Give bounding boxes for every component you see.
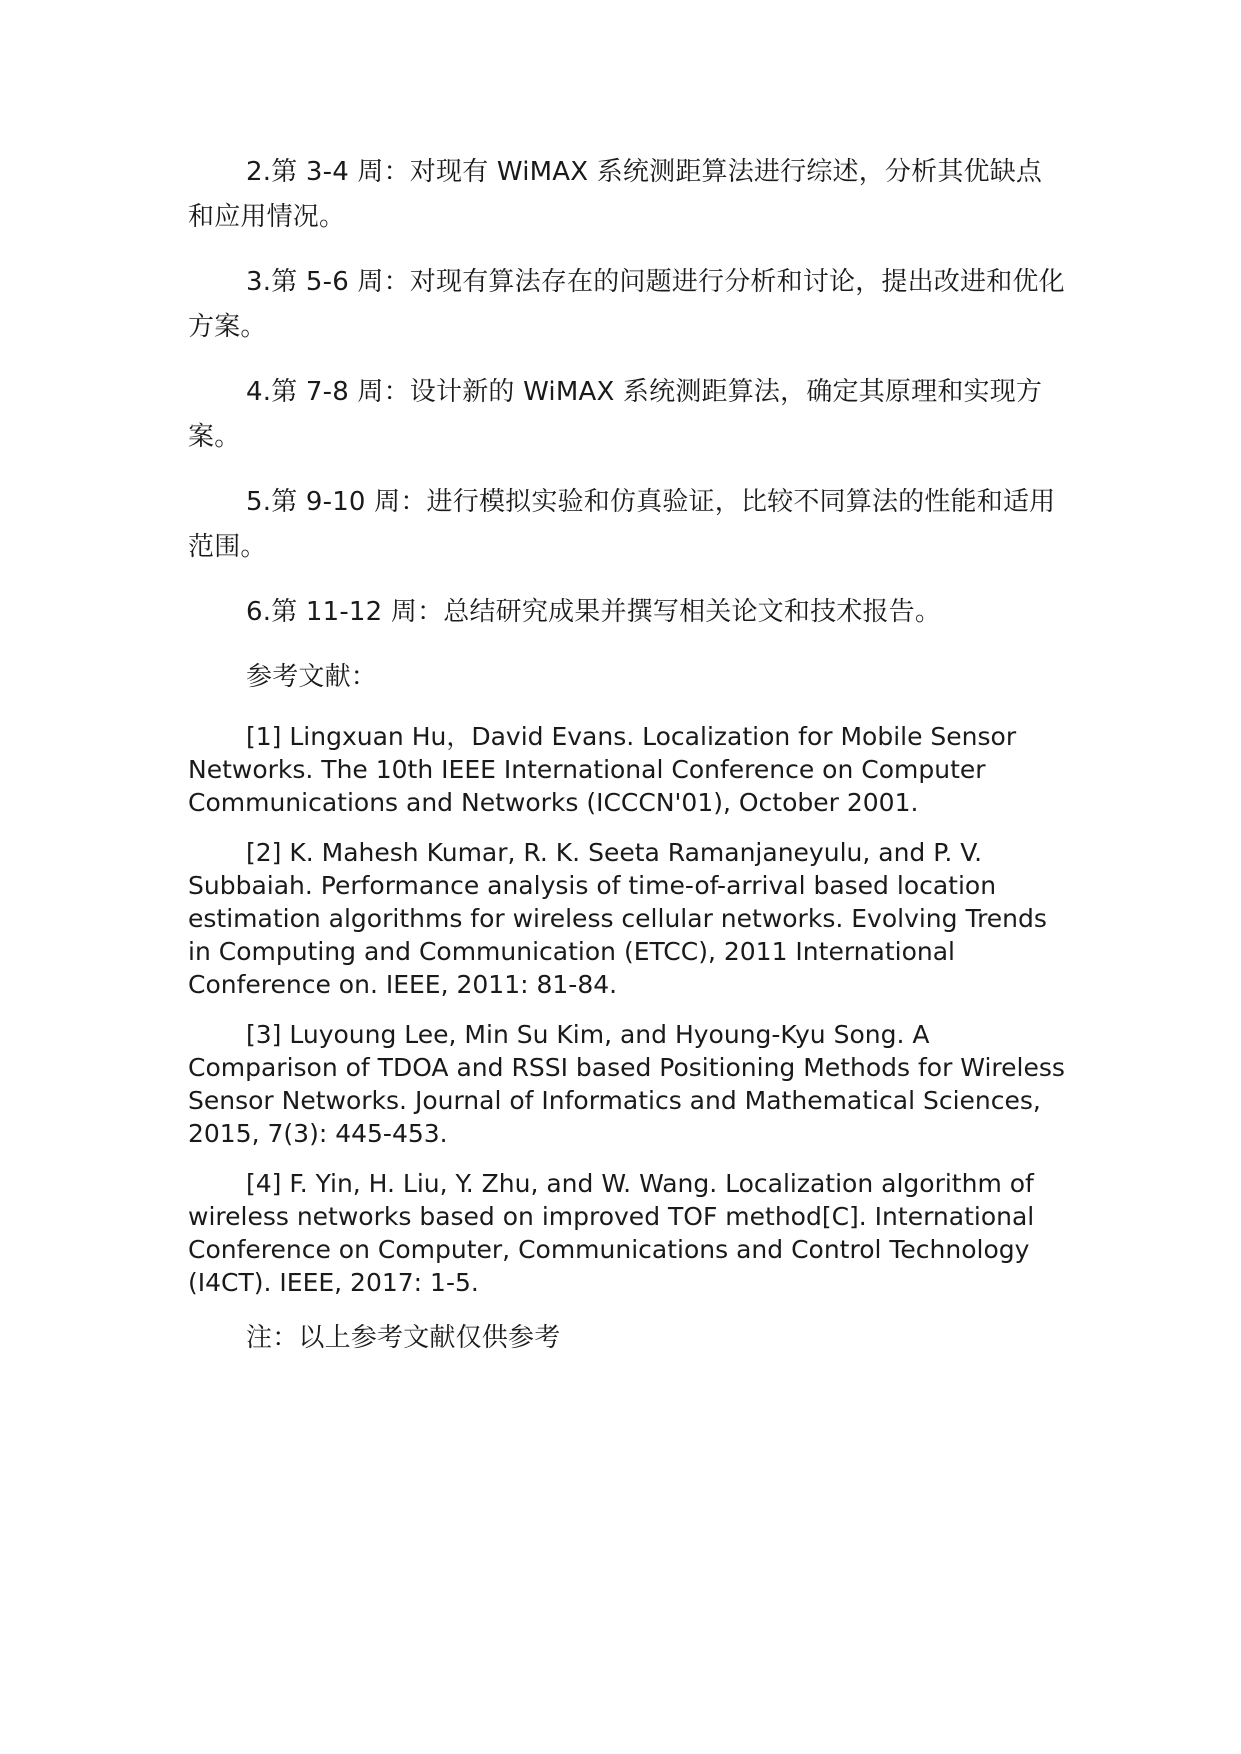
- references-note: 注：以上参考文献仅供参考: [246, 1323, 561, 1353]
- schedule-item-week-5-6: 3.第 5-6 周：对现有算法存在的问题进行分析和讨论，提出改进和优化方案。: [188, 267, 1065, 342]
- reference-1: [1] Lingxuan Hu，David Evans. Localization for Mobile Sensor Networks. The 10th IEEE International Conference on Computer Communications and Networks (ICCCN'01), October 2001.: [188, 722, 1017, 817]
- reference-3: [3] Luyoung Lee, Min Su Kim, and Hyoung-Kyu Song. A Comparison of TDOA and RSSI based Positioning Methods for Wireless Sensor Networks. Journal of Informatics and Mathematical Sciences, 2015, 7(3): 445-453.: [188, 1020, 1065, 1148]
- schedule-item-week-3-4: 2.第 3-4 周：对现有 WiMAX 系统测距算法进行综述，分析其优缺点和应用情况。: [188, 157, 1043, 232]
- schedule-item-week-9-10: 5.第 9-10 周：进行模拟实验和仿真验证，比较不同算法的性能和适用范围。: [188, 487, 1056, 562]
- reference-2: [2] K. Mahesh Kumar, R. K. Seeta Ramanjaneyulu, and P. V. Subbaiah. Performance analysis of time-of-arrival based location estimation algorithms for wireless cellular networks. Evolving Trends in Computing and Communication (ETCC), 2011 International Conference on. IEEE, 2011: 81-84.: [188, 838, 1047, 999]
- reference-4: [4] F. Yin, H. Liu, Y. Zhu, and W. Wang. Localization algorithm of wireless networks based on improved TOF method[C]. International Conference on Computer, Communications and Control Technology (I4CT). IEEE, 2017: 1-5.: [188, 1169, 1035, 1297]
- document-body: [188, 150, 1068, 1381]
- references-heading: 参考文献：: [246, 662, 378, 692]
- schedule-item-week-7-8: 4.第 7-8 周：设计新的 WiMAX 系统测距算法，确定其原理和实现方案。: [188, 377, 1043, 452]
- schedule-item-week-11-12: 6.第 11-12 周：总结研究成果并撰写相关论文和技术报告。: [246, 597, 942, 627]
